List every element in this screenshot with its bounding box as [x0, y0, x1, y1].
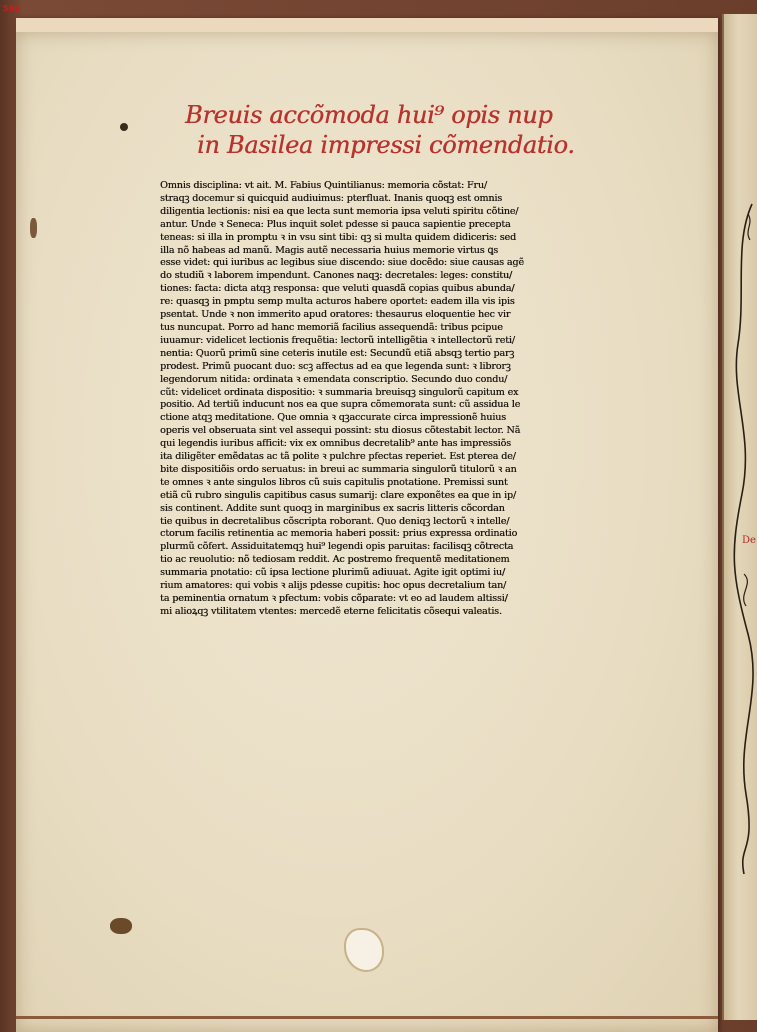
text-line: operis vel obseruata sint vel assequi possint: stu diosus cõtestabit lector. Nã: [160, 425, 521, 437]
stain-spot: [30, 218, 37, 238]
text-line: ctorum facilis retinentia ac memoria haberi possit: prius expressa ordinatio: [160, 528, 518, 540]
binding-edge: [16, 1016, 718, 1019]
marginal-flourish-icon: [724, 14, 757, 1020]
text-line: ita diligẽter emẽdatas ac tã polite ꝛ pulchre pfectas reperiet. Est pterea de/: [160, 451, 516, 463]
text-line: rium amatores: qui vobis ꝛ alijs pdesse cupitis: hoc opus decretalium tan/: [160, 580, 507, 592]
text-line: diligentia lectionis: nisi ea que lecta sunt memoria ipsa veluti spiritu cõtine/: [160, 205, 519, 217]
text-line: sis continent. Addite sunt quoqꝫ in marginibus ex sacris litteris cõcordan: [160, 502, 505, 514]
text-line: psentat. Unde ꝛ non immerito apud oratores: thesaurus eloquentie hec vir: [160, 309, 511, 321]
text-line: prodest. Primũ puocant duo: scꝫ affectus ad ea que legenda sunt: ꝛ librorꝫ: [160, 360, 511, 372]
text-line: straqꝫ docemur si quicquid audiuimus: pterfluat. Inanis quoqꝫ est omnis: [160, 192, 503, 204]
text-line: te omnes ꝛ ante singulos libros cũ suis capitulis pnotatione. Premissi sunt: [160, 476, 508, 488]
text-line: re: quasqꝫ in pmptu semp multa acturos habere oportet: eadem illa vis ipis: [160, 296, 515, 308]
text-line: etiã cũ rubro singulis capitibus casus sumarij: clare exponẽtes ea que in ip/: [160, 489, 516, 501]
next-leaf-edge: [722, 14, 757, 1020]
stain-spot: [110, 918, 132, 934]
text-line: nentia: Quorũ primũ sine ceteris inutile est: Secundũ etiã absqꝫ tertio parꝫ: [160, 347, 515, 359]
text-line: iuuamur: videlicet lectionis frequẽtia: lectorũ intelligẽtia ꝛ intellectorũ reti/: [160, 334, 515, 346]
text-line: tus nuncupat. Porro ad hanc memoriã facilius assequendã: tribus pcipue: [160, 321, 503, 333]
text-line: summaria pnotatio: cũ ipsa lectione plurimũ adiuuat. Agite igit optimi iu/: [160, 567, 505, 579]
text-line: tie quibus in decretalibus cõscripta roborant. Quo deniqꝫ lectorũ ꝛ intelle/: [160, 515, 510, 527]
ink-spot: [120, 123, 128, 131]
body-text-block: [160, 180, 630, 619]
text-line: teneas: si illa in promptu ꝛ in vsu sint tibi: qꝫ si multa quidem didiceris: sed: [160, 231, 516, 243]
text-line: do studiũ ꝛ laborem impendunt. Canones naqꝫ: decretales: leges: constitu/: [160, 270, 513, 282]
text-line: legendorum nitida: ordinata ꝛ emendata conscriptio. Secundo duo condu/: [160, 373, 508, 385]
text-line: esse videt: qui iuribus ac legibus siue discendo: siue docẽdo: siue causas agẽ: [160, 257, 524, 269]
page-index-mark: 588: [3, 4, 20, 13]
text-line: ta peminentia ornatum ꝛ pfectum: vobis cõparate: vt eo ad laudem altissi/: [160, 593, 508, 604]
heading-line: in Basilea impressi cõmendatio.: [197, 131, 575, 159]
text-line: cũt: videlicet ordinata dispositio: ꝛ summaria breuisqꝫ singulorũ capitum ex: [160, 386, 519, 398]
text-line: qui legendis iuribus afficit: vix ex omnibus decretalib⁹ ante has impressiõs: [160, 438, 511, 450]
text-line: mi alioꝝqꝫ vtilitatem vtentes: mercedẽ eterne felicitatis cõsequi valeatis.: [160, 605, 502, 617]
text-line: antur. Unde ꝛ Seneca: Plus inquit solet pdesse si pauca sapientie precepta: [160, 218, 511, 230]
text-line: ctione atqꝫ meditatione. Que omnia ꝛ qꝫaccurate circa impressionẽ huius: [160, 412, 506, 424]
text-line: positio. Ad tertiũ inducunt nos ea que supra cõmemorata sunt: cũ assidua le: [160, 399, 521, 411]
text-line: illa nõ habeas ad manũ. Magis autẽ necessaria huius memorie virtus ꝗs: [160, 244, 499, 256]
text-line: tiones: facta: dicta atqꝫ responsa: que veluti quasdã copias quibus abunda/: [160, 283, 515, 295]
rubric-heading: [185, 100, 625, 160]
text-line: tio ac reuolutio: nõ tediosam reddit. Ac postremo frequentẽ meditationem: [160, 554, 510, 566]
heading-line: Breuis accõmoda hui⁹ opis nup: [185, 101, 553, 129]
next-leaf-rubric-fragment: De: [742, 535, 756, 546]
text-line: bite dispositiõis ordo seruatus: in breui ac summaria singulorũ titulorũ ꝛ an: [160, 463, 517, 475]
text-line: plurmũ cõfert. Assiduitatemqꝫ hui⁹ legendi opis paruitas: facilisqꝫ cõtrecta: [160, 541, 514, 553]
text-line: Omnis disciplina: vt ait. M. Fabius Quintilianus: memoria cõstat: Fru/: [160, 180, 487, 191]
